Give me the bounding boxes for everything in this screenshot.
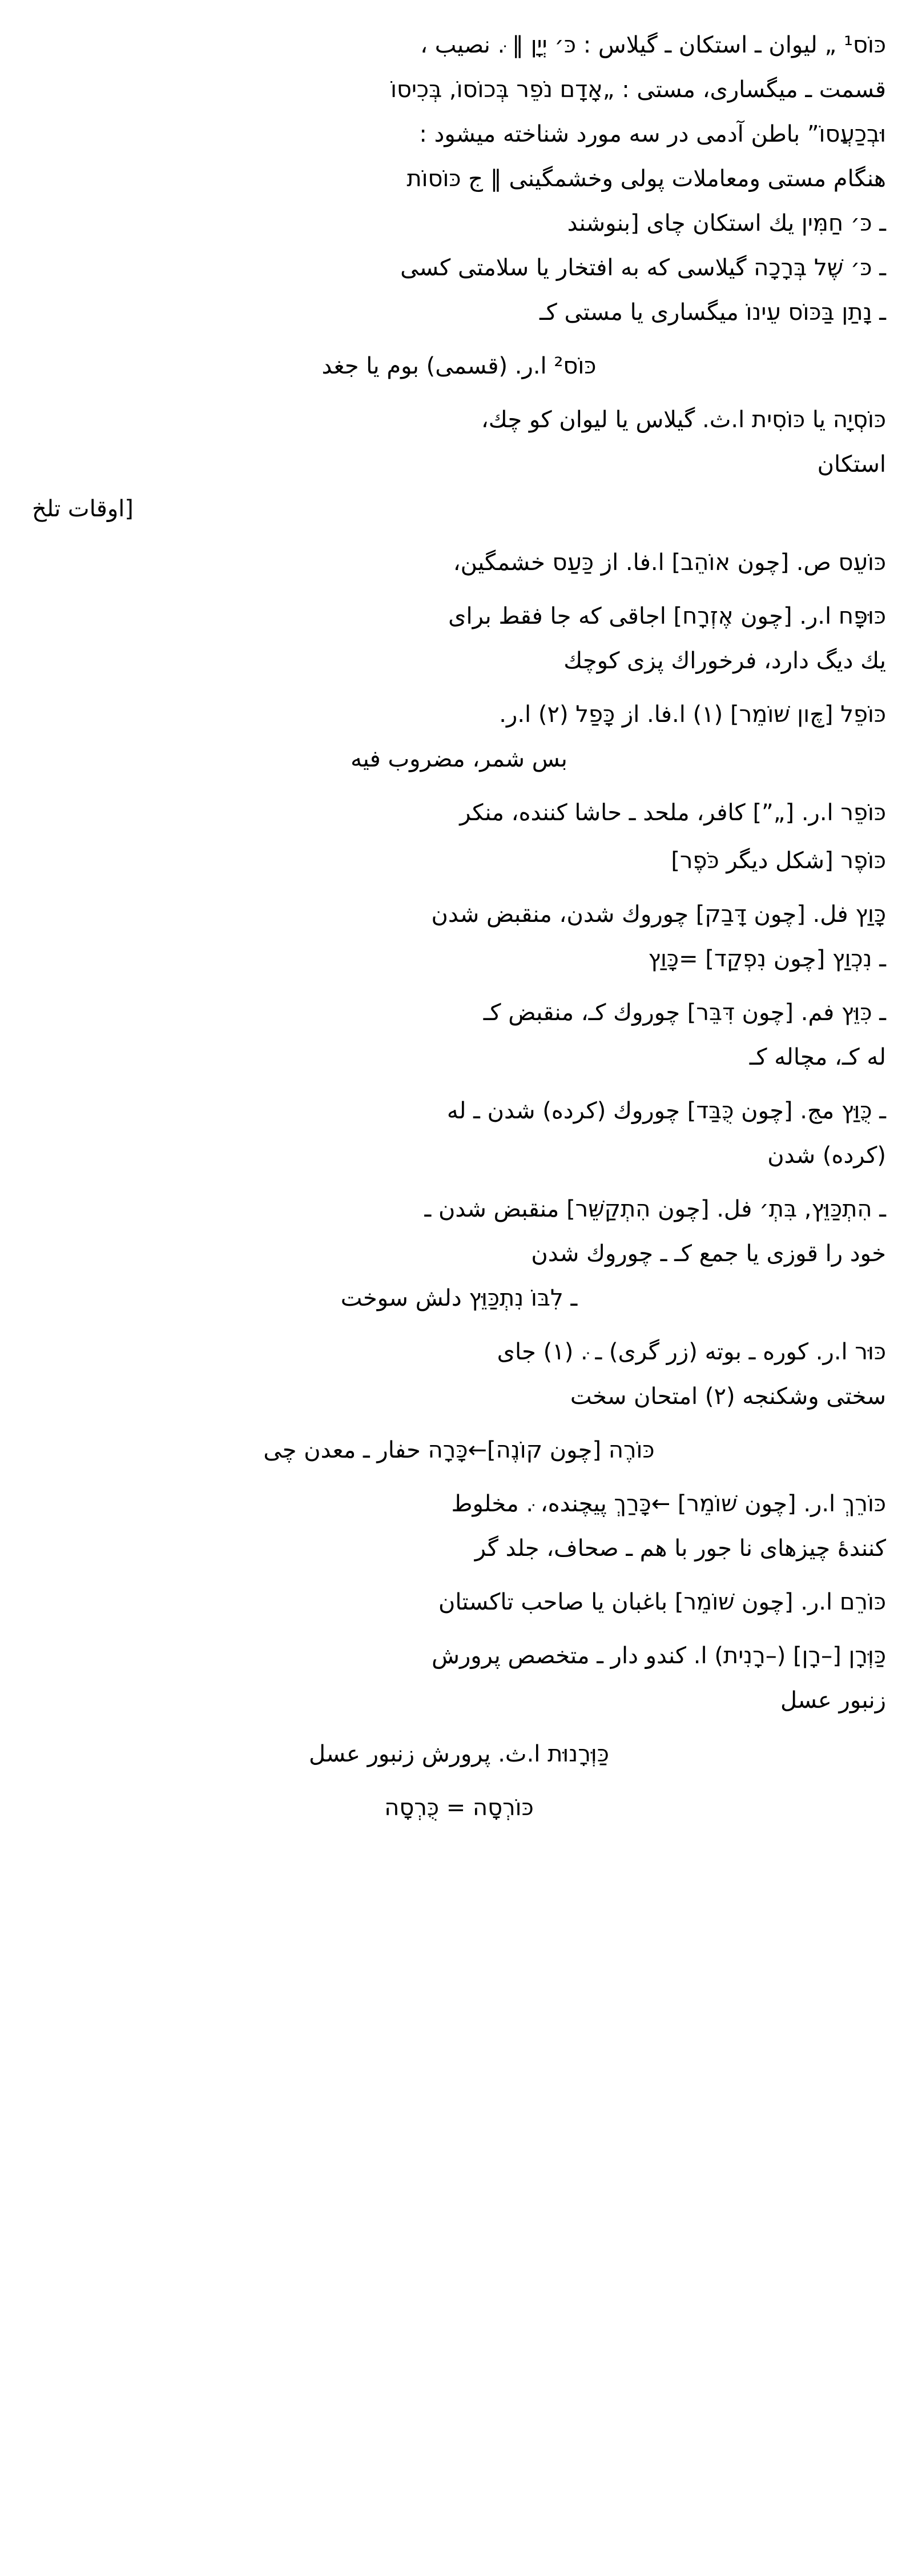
entry-line: بس شمر، مضروب فيه [351, 746, 567, 772]
entry-line: خود را قوزى يا جمع كـ ـ چوروك شدن [531, 1241, 886, 1267]
dictionary-entry [32, 1089, 886, 1178]
entry-line: כּוֹעֵס ص. [چون אוֹהֵב] ا.فا. از כַּעַס خشمگين، [453, 549, 886, 576]
dictionary-entry [32, 1187, 886, 1321]
dictionary-entry [32, 23, 886, 335]
dictionary-entry [32, 1732, 886, 1776]
entry-line: هنگام مستى ومعاملات پولى وخشمگينى ‖ ج כּוֹסוֹת [406, 166, 886, 192]
dictionary-entry [32, 1482, 886, 1571]
entry-line: كنندهٔ چيزهاى نا جور با هم ـ صحاف، جلد گر [474, 1535, 886, 1562]
entry-line: زنبور عسل [780, 1687, 886, 1714]
entry-line: כּוֹרֶה [چون קוֹנֶה]←כָּרָה حفار ـ معدن چى [263, 1437, 655, 1463]
dictionary-entry [32, 990, 886, 1080]
entry-line: ـ כִּוֵּץ فم. [چون דִּבֵּר] چوروك كـ، منقبض كـ [483, 1000, 886, 1026]
entry-line: ـ הִתְכַּוֵּץ, בִּתְ׳ فل. [چون הִתְקַשֵּׁר] منقبض شدن ـ [424, 1196, 886, 1222]
entry-line: כּוֹפֵר ا.ر. [„”] كافر، ملحد ـ حاشا كننده، منكر [460, 800, 886, 826]
entry-line: כּוֹס‏² ا.ر. (قسمى) بوم يا جغد [321, 353, 597, 379]
dictionary-entry [32, 594, 886, 683]
entry-line: כּוֹסְיָה يا כּוֹסִית ا.ث. گيلاس يا ليوان كو چك، [481, 407, 886, 433]
entry-line: כּוּפָּח ا.ر. [چون אֶזְרָח] اجاقى كه جا فقط براى [448, 603, 886, 629]
entry-line: له كـ، مچاله كـ [749, 1044, 886, 1070]
entry-line: כּוּר ا.ر. كوره ـ بوته (زر گرى) ـ .ּ (١) جاى [497, 1339, 886, 1365]
entry-line: ـ כֻּוַּץ مج. [چون כֻּבַּד] چوروك (كرده) شدن ـ له [446, 1098, 886, 1124]
entry-line: כּוֹפֵל [چון שׁוֹמֵר] (١) ا.فا. از כָּפַל (٢) ا.ر. [499, 701, 886, 728]
dictionary-entry [32, 1428, 886, 1472]
entry-line: כַּוְּרָנוּת ا.ث. پرورش زنبور عسل [309, 1741, 609, 1767]
entry-line: כַּוְּרָן [–רָן] (–רָנִית) ا. كندو دار ـ متخصص پرورش [432, 1643, 886, 1669]
entry-line: וּבְכַעֲסוֹ” باطن آدمى در سه مورد شناخته ميشود : [419, 121, 886, 147]
entry-line: (كرده) شدن [767, 1142, 886, 1169]
entry-line: כּוֹרֵם ا.ر. [چون שׁוֹמֵר] باغبان يا صاحب تاكستان [438, 1589, 886, 1615]
dictionary-entry [32, 1634, 886, 1723]
entry-line: ـ כּ׳ חַמִּין يك استكان چاى [بنوشند [567, 210, 886, 236]
entry-line: כּוֹרְסָה = כֻּרְסָה [384, 1795, 534, 1821]
entry-line: ـ נִכְוַץ [چون נִפְקַד] =כָּוַץ [648, 946, 886, 972]
entry-line: כּוֹרֵךְ ا.ر. [چون שׁוֹמֵר] ←כָּרַךְ پيچنده، .ּ مخلوط [451, 1491, 886, 1517]
entry-line: כָּוַץ فل. [چون דָּבַק] چوروك شدن، منقبض شدن [431, 901, 886, 928]
entry-line: ـ נָתַן בַּכּוֹס עֵינוֹ ميگسارى يا مستى كـ [539, 299, 886, 326]
dictionary-entry [32, 344, 886, 388]
dictionary-entry [32, 838, 886, 883]
entry-line: ـ לִבּוֹ נִתְכַּוֵּץ دلش سوخت [340, 1285, 578, 1311]
entry-line: כּוֹס‏¹ „ ليوان ـ استكان ـ گيلاس : כּ׳ יְיָן ‖ .ּ نصيب ، [420, 32, 886, 58]
dictionary-entry [32, 1785, 886, 1830]
dictionary-entry [32, 692, 886, 781]
entry-line: استكان [817, 451, 886, 478]
entry-line: يك ديگ دارد، فرخوراك پزى كوچك [563, 648, 886, 674]
entry-line: כּוֹפֶר [شكل ديگر כֹּפֶר] [671, 848, 886, 874]
entry-line: ـ כּ׳ שֶׁל בְּרָכָה گيلاسى كه به افتخار يا سلامتى كسى [400, 255, 886, 281]
dictionary-entry [32, 540, 886, 585]
dictionary-entry [32, 791, 886, 835]
entry-line: قسمت ـ ميگسارى، مستى : „אָדָם נֹפֵר בְּכוֹסוֹ, בְּכִיסוֹ [390, 77, 886, 103]
entry-line: [اوقات تلخ [32, 496, 134, 522]
dictionary-entry [32, 892, 886, 981]
dictionary-entry [32, 398, 886, 531]
dictionary-entry [32, 1330, 886, 1419]
dictionary-entry [32, 1580, 886, 1624]
entry-line: سختى وشكنجه (٢) امتحان سخت [570, 1383, 886, 1410]
